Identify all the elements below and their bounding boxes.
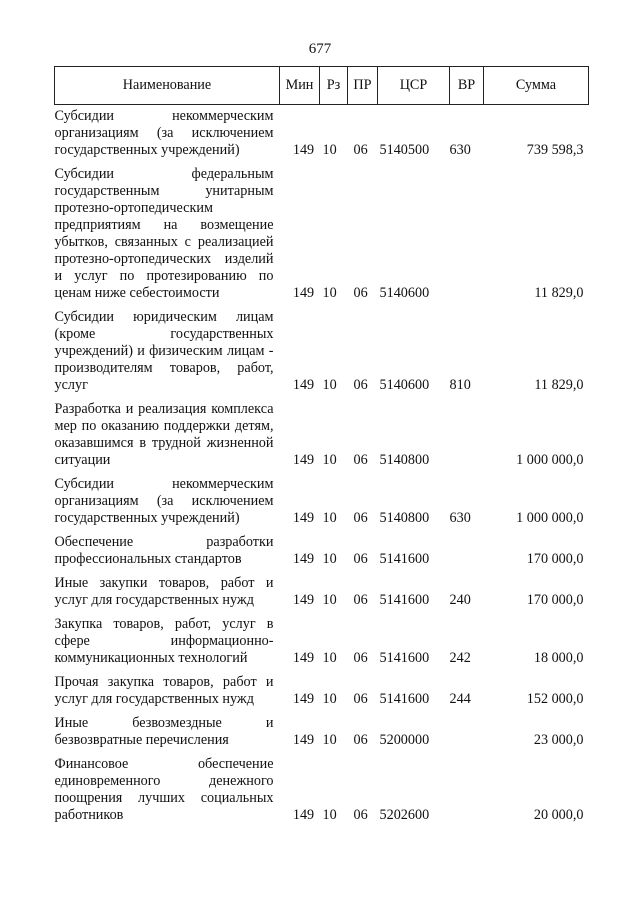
cell-vr: 630 bbox=[449, 142, 471, 158]
cell-pr: 06 bbox=[353, 807, 368, 823]
cell-pr: 06 bbox=[353, 142, 368, 158]
table-row bbox=[55, 309, 589, 401]
cell-rz: 10 bbox=[322, 377, 337, 393]
table-row bbox=[55, 575, 589, 616]
cell-pr: 06 bbox=[353, 551, 368, 567]
cell-pr: 06 bbox=[353, 285, 368, 301]
cell-min: 149 bbox=[292, 285, 315, 301]
cell-csr: 5141600 bbox=[379, 551, 430, 567]
cell-vr: 240 bbox=[449, 592, 471, 608]
cell-sum: 23 000,0 bbox=[533, 732, 584, 748]
cell-name: Иные закупки товаров, работ и услуг для государственных нужд bbox=[54, 575, 274, 608]
cell-vr bbox=[450, 715, 484, 756]
table-header bbox=[55, 67, 589, 105]
cell-sum: 1 000 000,0 bbox=[516, 452, 584, 468]
cell-csr: 5141600 bbox=[379, 691, 430, 707]
cell-rz: 10 bbox=[322, 452, 337, 468]
cell-vr: 630 bbox=[449, 510, 471, 526]
cell-vr: 810 bbox=[449, 377, 471, 393]
cell-rz: 10 bbox=[322, 592, 337, 608]
table-body bbox=[55, 105, 589, 832]
table-row bbox=[55, 674, 589, 715]
cell-vr bbox=[450, 401, 484, 476]
cell-min: 149 bbox=[292, 377, 315, 393]
cell-sum: 170 000,0 bbox=[526, 551, 584, 567]
cell-name: Разработка и реализация комплекса мер по оказанию поддержки детям, оказавшимся в трудной жизненной ситуации bbox=[54, 401, 274, 468]
cell-sum: 11 829,0 bbox=[534, 285, 584, 301]
cell-csr: 5140600 bbox=[379, 377, 430, 393]
cell-csr: 5140800 bbox=[379, 510, 430, 526]
table-row bbox=[55, 616, 589, 674]
cell-pr: 06 bbox=[353, 650, 368, 666]
cell-vr bbox=[450, 534, 484, 575]
table-row bbox=[55, 166, 589, 309]
cell-pr: 06 bbox=[353, 377, 368, 393]
cell-vr bbox=[450, 756, 484, 831]
cell-name: Субсидии федеральным государственным унитарным протезно-ортопедическим предприятиям на возмещение убытков, связанных с реализацией протезно-ортопедических изделий и услуг по протезированию по ценам ниже себестоимости bbox=[54, 166, 274, 301]
cell-sum: 152 000,0 bbox=[526, 691, 584, 707]
header-rz: Рз bbox=[320, 67, 348, 105]
table-row bbox=[55, 105, 589, 167]
cell-sum: 18 000,0 bbox=[533, 650, 584, 666]
cell-name: Закупка товаров, работ, услуг в сфере информационно-коммуникационных технологий bbox=[54, 616, 274, 666]
cell-rz: 10 bbox=[322, 732, 337, 748]
cell-sum: 170 000,0 bbox=[526, 592, 584, 608]
cell-pr: 06 bbox=[353, 510, 368, 526]
cell-name: Прочая закупка товаров, работ и услуг для государственных нужд bbox=[54, 674, 274, 707]
cell-sum: 1 000 000,0 bbox=[516, 510, 584, 526]
cell-csr: 5141600 bbox=[379, 592, 430, 608]
table-row bbox=[55, 401, 589, 476]
cell-name: Субсидии некоммерческим организациям (за исключением государственных учреждений) bbox=[54, 476, 274, 526]
cell-vr: 242 bbox=[449, 650, 471, 666]
cell-sum: 20 000,0 bbox=[533, 807, 584, 823]
header-min: Мин bbox=[280, 67, 320, 105]
table-row bbox=[55, 715, 589, 756]
cell-name: Обеспечение разработки профессиональных стандартов bbox=[54, 534, 274, 567]
cell-min: 149 bbox=[292, 691, 315, 707]
cell-rz: 10 bbox=[322, 551, 337, 567]
cell-name: Субсидии юридическим лицам (кроме государственных учреждений) и физическим лицам - производителям товаров, работ, услуг bbox=[54, 309, 274, 393]
cell-sum: 739 598,3 bbox=[526, 142, 584, 158]
table-row bbox=[55, 756, 589, 831]
cell-min: 149 bbox=[292, 732, 315, 748]
cell-name: Финансовое обеспечение единовременного денежного поощрения лучших социальных работников bbox=[54, 756, 274, 823]
cell-min: 149 bbox=[292, 592, 315, 608]
budget-table bbox=[54, 66, 589, 831]
cell-csr: 5141600 bbox=[379, 650, 430, 666]
cell-pr: 06 bbox=[353, 592, 368, 608]
cell-csr: 5140600 bbox=[379, 285, 430, 301]
table-row bbox=[55, 476, 589, 534]
cell-pr: 06 bbox=[353, 732, 368, 748]
cell-vr bbox=[450, 166, 484, 309]
cell-sum: 11 829,0 bbox=[534, 377, 584, 393]
cell-csr: 5202600 bbox=[379, 807, 430, 823]
cell-pr: 06 bbox=[353, 691, 368, 707]
header-vr: ВР bbox=[450, 67, 484, 105]
header-pr: ПР bbox=[348, 67, 378, 105]
header-sum: Сумма bbox=[484, 67, 589, 105]
cell-name: Иные безвозмездные и безвозвратные перечисления bbox=[54, 715, 274, 748]
table-row bbox=[55, 534, 589, 575]
cell-rz: 10 bbox=[322, 650, 337, 666]
cell-pr: 06 bbox=[353, 452, 368, 468]
cell-min: 149 bbox=[292, 142, 315, 158]
cell-min: 149 bbox=[292, 807, 315, 823]
cell-name: Субсидии некоммерческим организациям (за исключением государственных учреждений) bbox=[54, 108, 274, 158]
cell-csr: 5140800 bbox=[379, 452, 430, 468]
cell-min: 149 bbox=[292, 510, 315, 526]
cell-min: 149 bbox=[292, 452, 315, 468]
header-csr: ЦСР bbox=[378, 67, 450, 105]
cell-rz: 10 bbox=[322, 807, 337, 823]
cell-csr: 5140500 bbox=[379, 142, 430, 158]
cell-vr: 244 bbox=[449, 691, 471, 707]
cell-rz: 10 bbox=[322, 510, 337, 526]
page-number: 677 bbox=[308, 41, 332, 57]
cell-min: 149 bbox=[292, 551, 315, 567]
cell-rz: 10 bbox=[322, 142, 337, 158]
cell-csr: 5200000 bbox=[379, 732, 430, 748]
cell-rz: 10 bbox=[322, 691, 337, 707]
cell-rz: 10 bbox=[322, 285, 337, 301]
cell-min: 149 bbox=[292, 650, 315, 666]
header-name: Наименование bbox=[55, 67, 280, 105]
